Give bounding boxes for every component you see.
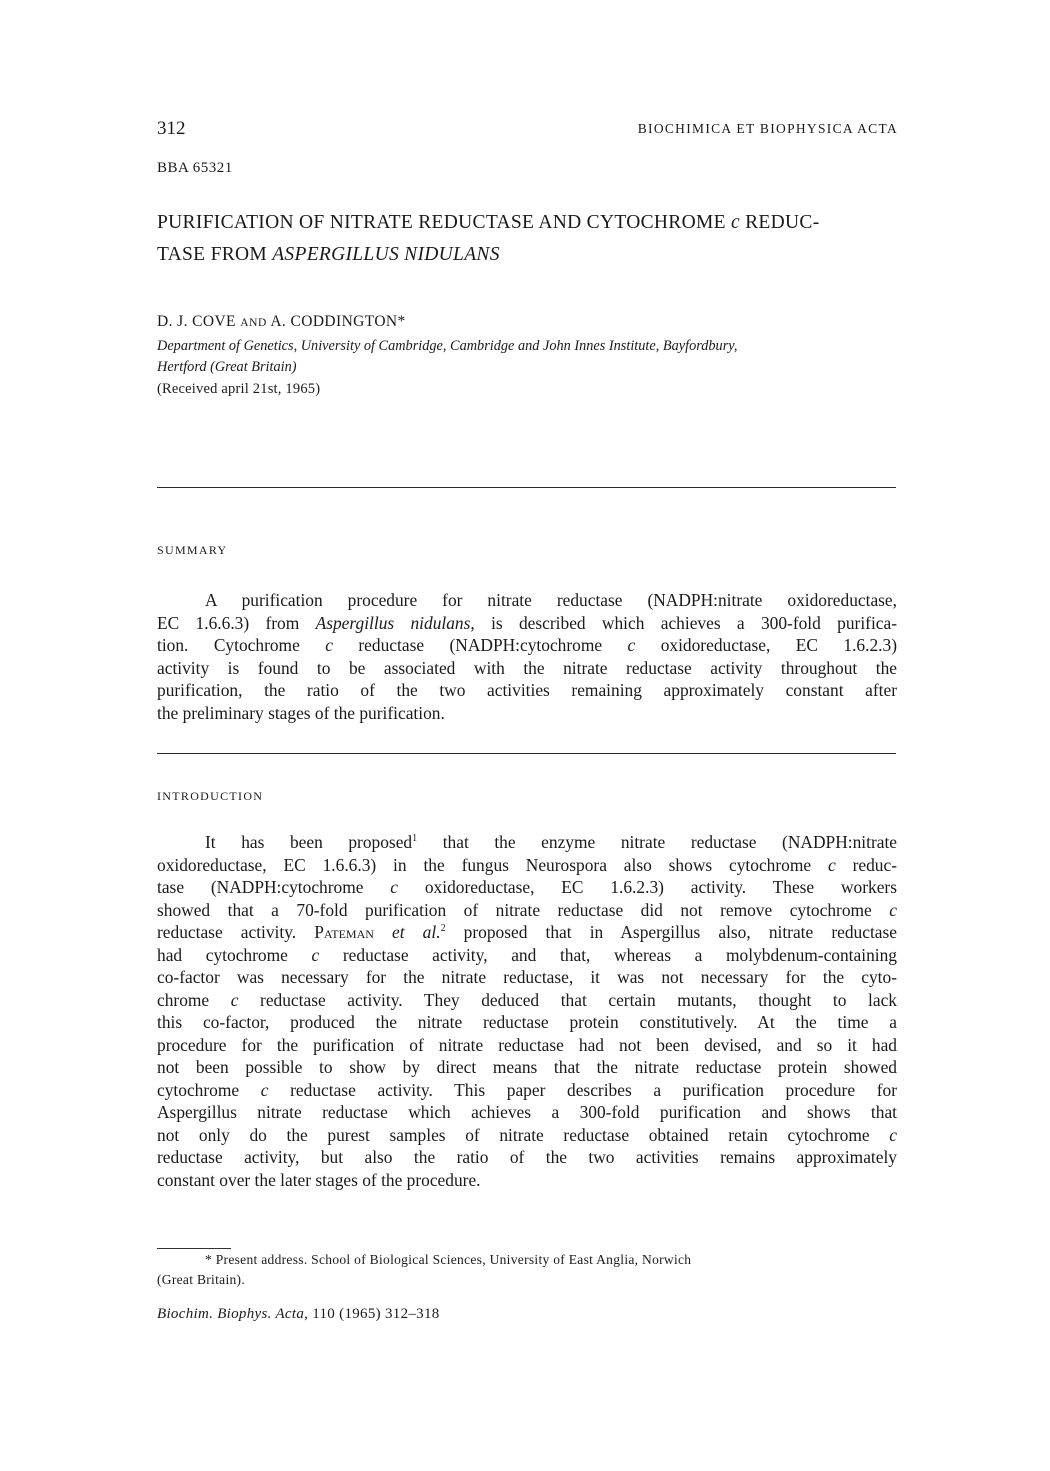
title-line-1: PURIFICATION OF NITRATE REDUCTASE AND CYTOCHROME c REDUC-: [157, 212, 820, 233]
affiliation: [157, 336, 902, 378]
introduction-line: It has been proposed$^1$ that the enzyme nitrate reductase (NADPH:nitrate: [205, 832, 897, 852]
bba-code: BBA 65321: [157, 160, 233, 176]
page-number: 312: [157, 118, 186, 139]
introduction-line: reductase activity. Pateman et al.$^2$ proposed that in Aspergillus also, nitrate reductase: [157, 922, 897, 942]
citation-volume-pages: 110 (1965) 312–318: [312, 1306, 440, 1322]
divider-top: [157, 487, 896, 488]
title-line-2: [157, 239, 902, 271]
introduction-line: not been possible to show by direct means that the nitrate reductase protein showed: [157, 1057, 897, 1077]
summary-line: purification, the ratio of the two activities remaining approximately constant after: [157, 680, 897, 700]
introduction-line: chrome c reductase activity. They deduced that certain mutants, thought to lack: [157, 989, 897, 1010]
divider-bottom: [157, 753, 896, 754]
introduction-line: co-factor was necessary for the nitrate reductase, it was not necessary for the cyto-: [157, 967, 897, 987]
summary-line: A purification procedure for nitrate reductase (NADPH:nitrate oxidoreductase,: [205, 590, 897, 610]
introduction-line: not only do the purest samples of nitrate reductase obtained retain cytochrome c: [157, 1124, 897, 1145]
introduction-line: cytochrome c reductase activity. This paper describes a purification procedure for: [157, 1079, 897, 1100]
introduction-line: oxidoreductase, EC 1.6.6.3) in the fungus Neurospora also shows cytochrome c reduc-: [157, 854, 897, 875]
introduction-line: Aspergillus nitrate reductase which achieves a 300-fold purification and shows that: [157, 1102, 897, 1122]
title-italic-c: c: [730, 212, 740, 233]
summary-line: tion. Cytochrome c reductase (NADPH:cytochrome c oxidoreductase, EC 1.6.2.3): [157, 635, 897, 655]
title-line-2-prefix: TASE FROM: [157, 244, 273, 265]
introduction-line: reductase activity, but also the ratio of the two activities remains approximately: [157, 1147, 897, 1167]
received-date: (Received april 21st, 1965): [157, 381, 321, 397]
introduction-line: procedure for the purification of nitrate reductase had not been devised, and so it had: [157, 1034, 897, 1055]
journal-citation: [157, 1306, 440, 1323]
affiliation-line-1: Department of Genetics, University of Cambridge, Cambridge and John Innes Institute, Bayfordbury,: [157, 338, 738, 354]
introduction-line: constant over the later stages of the procedure.: [157, 1169, 481, 1190]
authors: [157, 313, 406, 331]
footnote-rule: [157, 1248, 231, 1249]
introduction-heading: INTRODUCTION: [157, 789, 264, 803]
introduction-line: had cytochrome c reductase activity, and that, whereas a molybdenum-containing: [157, 944, 897, 965]
summary-line: EC 1.6.6.3) from Aspergillus nidulans, is described which achieves a 300-fold purifica-: [157, 612, 898, 633]
article-title: [157, 207, 902, 271]
citation-journal: Biochim. Biophys. Acta,: [157, 1306, 309, 1322]
footnote-line-2: (Great Britain).: [157, 1272, 246, 1287]
summary-line: activity is found to be associated with the nitrate reductase activity throughout the: [157, 657, 897, 678]
footnote: [157, 1250, 893, 1290]
affiliation-line-2: Hertford (Great Britain): [157, 359, 297, 375]
footnote-line-1: * Present address. School of Biological Sciences, University of East Anglia, Norwich: [205, 1252, 692, 1267]
author-2: A. CODDINGTON*: [270, 313, 406, 330]
introduction-line: showed that a 70-fold purification of nitrate reductase did not remove cytochrome c: [157, 899, 897, 920]
author-joiner: AND: [240, 317, 267, 329]
summary-heading: SUMMARY: [157, 543, 228, 557]
summary-paragraph: [157, 589, 897, 724]
summary-line: the preliminary stages of the purification.: [157, 702, 445, 723]
running-header: BIOCHIMICA ET BIOPHYSICA ACTA: [637, 121, 898, 136]
introduction-line: this co-factor, produced the nitrate reductase protein constitutively. At the time a: [157, 1012, 897, 1032]
author-1: D. J. COVE: [157, 313, 236, 330]
introduction-line: tase (NADPH:cytochrome c oxidoreductase, EC 1.6.2.3) activity. These workers: [157, 877, 897, 897]
introduction-paragraph: [157, 831, 897, 1191]
title-organism: ASPERGILLUS NIDULANS: [272, 244, 500, 265]
